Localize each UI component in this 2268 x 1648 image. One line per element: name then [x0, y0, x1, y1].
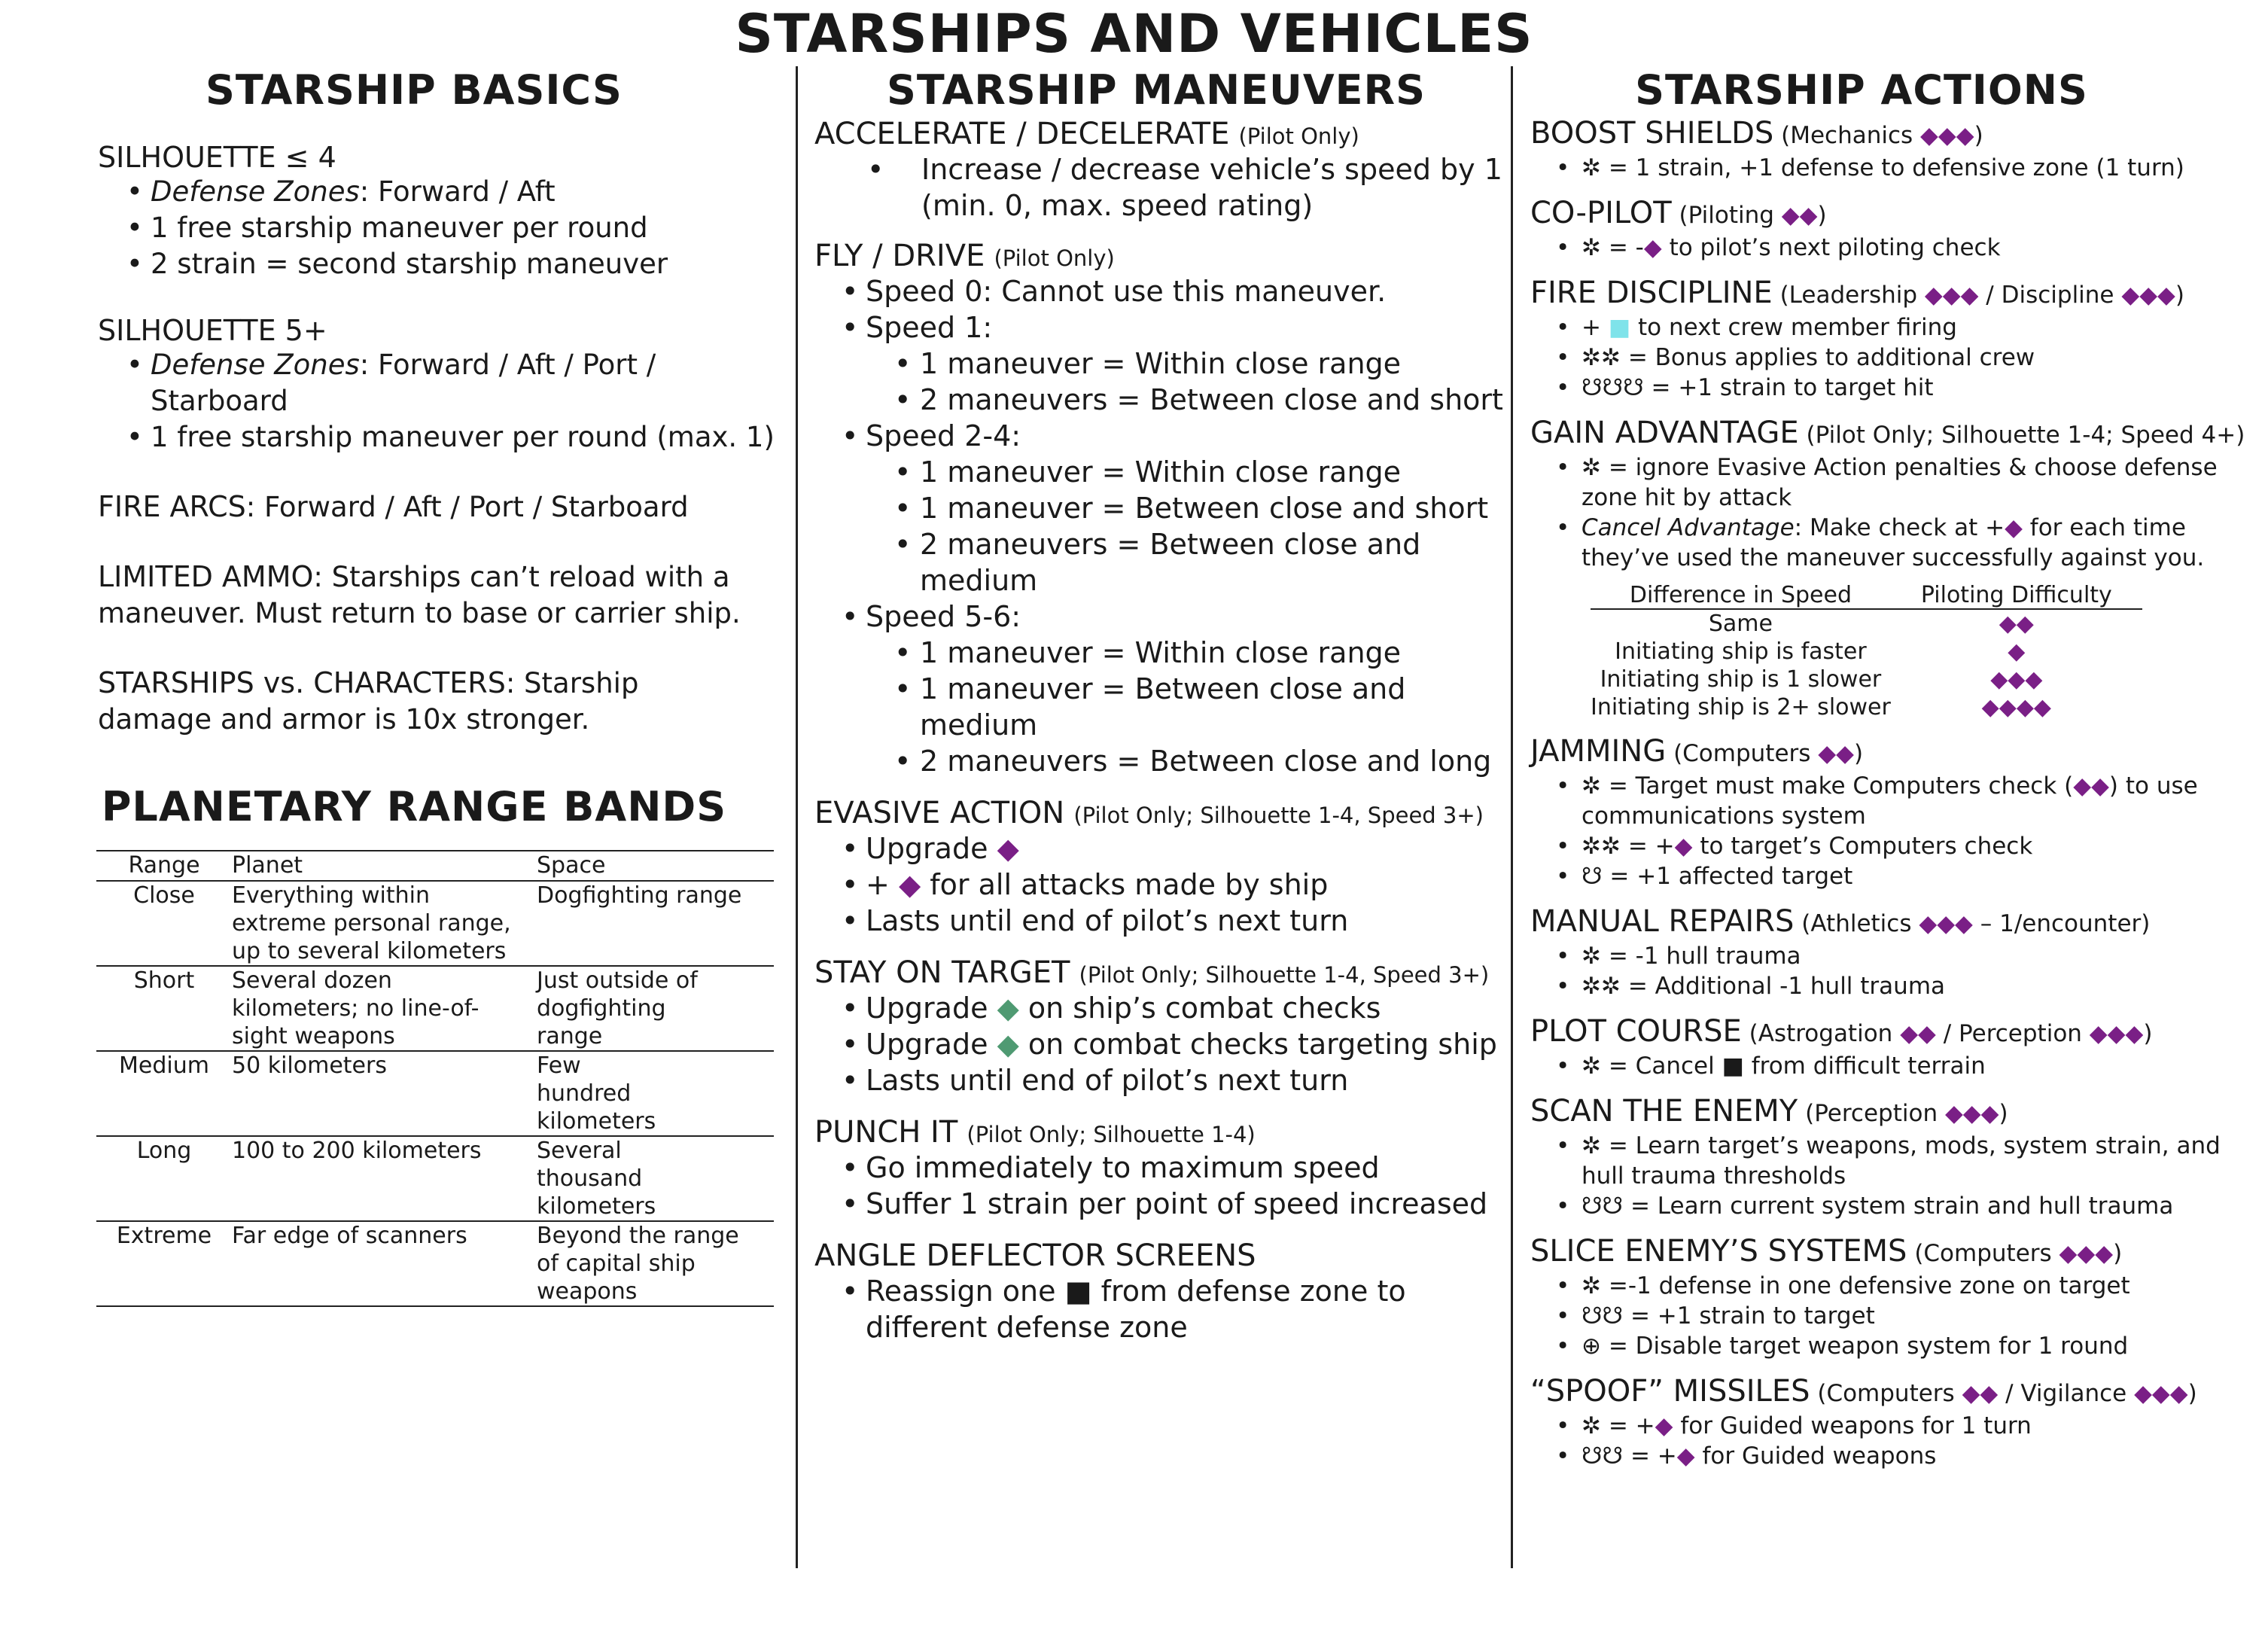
difficulty-dice-icon: ◆◆◆ — [2121, 282, 2175, 309]
advantage-icon: ✲ — [1582, 1052, 1601, 1080]
list-item: • Upgrade ◆ on combat checks targeting ship — [814, 1026, 1507, 1062]
slice-enemy-systems-heading: SLICE ENEMY’S SYSTEMS (Computers ◆◆◆) — [1530, 1234, 2123, 1269]
difficulty-dice-icon: ◆◆ — [1962, 1380, 1999, 1407]
scan-the-enemy-heading: SCAN THE ENEMY (Perception ◆◆◆) — [1530, 1094, 2008, 1129]
table-header: Piloting Difficulty — [1891, 582, 2142, 609]
list-item: • ☋☋☋ = +1 strain to target hit — [1530, 373, 2253, 403]
list-item: • ✲✲ = Bonus applies to additional crew — [1530, 343, 2253, 373]
range-bands-table — [96, 850, 774, 1307]
co-pilot-section — [1530, 193, 2253, 263]
difficulty-dice-icon: ◆◆◆ — [2134, 1380, 2188, 1407]
list-item: • ✲ = Target must make Computers check (◆◆) to use communications system — [1530, 771, 2253, 831]
advantage-icon: ✲ — [1582, 833, 1601, 860]
list-item: • Upgrade ◆ on ship’s combat checks — [814, 990, 1507, 1026]
plot-course-heading: PLOT COURSE (Astrogation ◆◆ / Perception ◆◆◆) — [1530, 1014, 2153, 1049]
list-item: • ✲ = Learn target’s weapons, mods, system strain, and hull trauma thresholds — [1530, 1131, 2253, 1191]
column-divider-left — [796, 66, 798, 1568]
threat-icon: ☋ — [1582, 374, 1603, 401]
list-item: • ✲ = +◆ for Guided weapons for 1 turn — [1530, 1411, 2253, 1441]
slice-enemy-systems-section — [1530, 1232, 2253, 1361]
threat-icon: ☋ — [1623, 374, 1644, 401]
table-row: Initiating ship is 1 slower ◆◆◆ — [1600, 666, 2043, 693]
column-divider-right — [1511, 66, 1513, 1568]
fire-discipline-heading: FIRE DISCIPLINE (Leadership ◆◆◆ / Discipline ◆◆◆) — [1530, 276, 2185, 310]
table-row: Initiating ship is faster ◆ — [1615, 638, 2026, 665]
evasive-action-section — [814, 796, 1507, 939]
difficulty-die-icon: ◆ — [1676, 1442, 1695, 1470]
boost-shields-heading: BOOST SHIELDS (Mechanics ◆◆◆) — [1530, 116, 1983, 151]
threat-icon: ☋ — [1582, 863, 1603, 890]
list-item: • ✲ = -1 hull trauma — [1530, 941, 2253, 971]
table-row: Short Several dozen kilometers; no line-of-sight weapons Just outside of dogfighting range — [96, 966, 774, 1051]
difficulty-dice-icon: ◆◆◆ — [1944, 1100, 1999, 1127]
difficulty-die-icon: ◆ — [898, 868, 921, 901]
list-item: • 1 maneuver = Within close range — [814, 346, 1507, 382]
silhouette-5-section — [98, 314, 775, 455]
evasive-action-heading: EVASIVE ACTION (Pilot Only; Silhouette 1-4, Speed 3+) — [814, 796, 1484, 830]
spoof-missiles-heading: “SPOOF” MISSILES (Computers ◆◆ / Vigilance ◆◆◆) — [1530, 1374, 2197, 1409]
table-row: Same ◆◆ — [1708, 611, 2034, 637]
list-item: • Speed 2-4: — [814, 418, 1507, 454]
difficulty-die-icon: ◆ — [1655, 1412, 1673, 1439]
co-pilot-heading: CO-PILOT (Piloting ◆◆) — [1530, 196, 1827, 230]
advantage-icon: ✲ — [1582, 344, 1601, 371]
scan-the-enemy-section — [1530, 1092, 2253, 1221]
fire-discipline-section — [1530, 273, 2253, 403]
difficulty-dice-icon: ◆◆◆ — [1919, 910, 1973, 937]
list-item: • ✲ = -◆ to pilot’s next piloting check — [1530, 233, 2253, 263]
advantage-icon: ✲ — [1582, 772, 1601, 800]
threat-icon: ☋ — [1602, 1193, 1624, 1220]
list-item: • Defense Zones: Forward / Aft / Port / Starboard — [98, 347, 775, 419]
threat-icon: ☋ — [1602, 374, 1624, 401]
difficulty-dice-icon: ◆◆ — [2073, 772, 2109, 800]
threat-icon: ☋ — [1582, 1193, 1603, 1220]
advantage-icon: ✲ — [1582, 973, 1601, 1000]
list-item: • ✲ = Cancel ■ from difficult terrain — [1530, 1051, 2253, 1081]
list-item: • Increase / decrease vehicle’s speed by 1 (min. 0, max. speed rating) — [814, 151, 1507, 224]
threat-icon: ☋ — [1602, 1442, 1624, 1470]
spoof-missiles-section — [1530, 1372, 2253, 1471]
gain-advantage-heading: GAIN ADVANTAGE (Pilot Only; Silhouette 1-4; Speed 4+) — [1530, 416, 2245, 450]
list-item: • 1 maneuver = Between close and short — [814, 490, 1507, 526]
punch-it-section — [814, 1115, 1507, 1222]
difficulty-die-icon: ◆ — [2005, 514, 2023, 541]
angle-deflector-heading: ANGLE DEFLECTOR SCREENS — [814, 1238, 1256, 1273]
difficulty-dice-icon: ◆◆◆ — [1920, 122, 1974, 149]
list-item: • Speed 1: — [814, 309, 1507, 346]
setback-die-icon: ■ — [1064, 1275, 1092, 1308]
list-item: • ☋☋ = Learn current system strain and hull trauma — [1530, 1191, 2253, 1221]
advantage-icon: ✲ — [1582, 1412, 1601, 1439]
list-item: • ✲ =-1 defense in one defensive zone on target — [1530, 1271, 2253, 1301]
fly-drive-heading: FLY / DRIVE (Pilot Only) — [814, 239, 1115, 273]
advantage-icon: ✲ — [1600, 344, 1621, 371]
proficiency-die-icon: ◆ — [997, 992, 1019, 1025]
list-item: • Go immediately to maximum speed — [814, 1150, 1507, 1186]
silhouette-4-heading: SILHOUETTE ≤ 4 — [98, 141, 336, 174]
starship-basics-column — [98, 66, 775, 1307]
difficulty-die-icon: ◆ — [1643, 234, 1662, 261]
list-item: • 1 free starship maneuver per round — [98, 210, 775, 246]
starship-maneuvers-heading: STARSHIP MANEUVERS — [886, 66, 1426, 114]
stay-on-target-section — [814, 955, 1507, 1098]
table-row: Extreme Far edge of scanners Beyond the range of capital ship weapons — [96, 1221, 774, 1306]
list-item: • Speed 0: Cannot use this maneuver. — [814, 273, 1507, 309]
advantage-icon: ✲ — [1582, 1272, 1601, 1299]
starships-vs-characters-text: STARSHIPS vs. CHARACTERS: Starship damage and armor is 10x stronger. — [98, 666, 639, 736]
starship-basics-heading: STARSHIP BASICS — [205, 66, 623, 114]
gain-advantage-section — [1530, 413, 2253, 721]
punch-it-heading: PUNCH IT (Pilot Only; Silhouette 1-4) — [814, 1115, 1256, 1150]
list-item: • 2 maneuvers = Between close and long — [814, 743, 1507, 779]
list-item: • Lasts until end of pilot’s next turn — [814, 903, 1507, 939]
fly-drive-section — [814, 239, 1507, 779]
manual-repairs-heading: MANUAL REPAIRS (Athletics ◆◆◆ – 1/encounter) — [1530, 904, 2151, 939]
difficulty-die-icon: ◆ — [997, 832, 1019, 865]
advantage-icon: ✲ — [1600, 833, 1621, 860]
jamming-section — [1530, 732, 2253, 891]
difficulty-dice-icon: ◆◆ — [1818, 740, 1854, 767]
page-title: STARSHIPS AND VEHICLES — [735, 3, 1533, 65]
table-header: Range — [96, 851, 232, 881]
table-row: Medium 50 kilometers Few hundred kilometers — [96, 1051, 774, 1136]
list-item: • ✲ = ignore Evasive Action penalties & choose defense zone hit by attack — [1530, 452, 2253, 513]
list-item: • 1 maneuver = Within close range — [814, 454, 1507, 490]
list-item: • 2 maneuvers = Between close and short — [814, 382, 1507, 418]
difficulty-dice-icon: ◆◆◆ — [2059, 1240, 2114, 1267]
list-item: • ⊕ = Disable target weapon system for 1 round — [1530, 1331, 2253, 1361]
advantage-icon: ✲ — [1582, 943, 1601, 970]
threat-icon: ☋ — [1582, 1302, 1603, 1330]
plot-course-section — [1530, 1012, 2253, 1081]
difficulty-dice-icon: ◆◆ — [1781, 202, 1818, 229]
list-item: • 1 free starship maneuver per round (max. 1) — [98, 419, 775, 455]
advantage-icon: ✲ — [1582, 234, 1601, 261]
list-item: • 2 strain = second starship maneuver — [98, 246, 775, 282]
starship-actions-column — [1530, 66, 2253, 1482]
list-item: • 1 maneuver = Within close range — [814, 635, 1507, 671]
angle-deflector-section — [814, 1238, 1507, 1345]
silhouette-4-section — [98, 141, 775, 282]
list-item: • + ■ to next crew member firing — [1530, 312, 2253, 343]
stay-on-target-heading: STAY ON TARGET (Pilot Only; Silhouette 1-4, Speed 3+) — [814, 955, 1490, 990]
advantage-icon: ✲ — [1600, 973, 1621, 1000]
list-item: • 2 maneuvers = Between close and medium — [814, 526, 1507, 599]
fire-arcs-text: FIRE ARCS: Forward / Aft / Port / Starboard — [98, 490, 689, 523]
list-item: • ☋☋ = +1 strain to target — [1530, 1301, 2253, 1331]
speed-difficulty-table — [1591, 582, 2142, 721]
boost-die-icon: ■ — [1608, 314, 1631, 341]
difficulty-die-icon: ◆ — [1674, 833, 1693, 860]
table-row: Close Everything within extreme personal range, up to several kilometers Dogfighting range — [96, 881, 774, 966]
threat-icon: ☋ — [1582, 1442, 1603, 1470]
list-item: • Cancel Advantage: Make check at +◆ for each time they’ve used the maneuver successfully against you. — [1530, 513, 2253, 573]
threat-icon: ☋ — [1602, 1302, 1624, 1330]
list-item: • ☋ = +1 affected target — [1530, 861, 2253, 891]
list-item: • ✲✲ = +◆ to target’s Computers check — [1530, 831, 2253, 861]
limited-ammo-text: LIMITED AMMO: Starships can’t reload with a maneuver. Must return to base or carrier ship. — [98, 560, 741, 629]
planetary-range-bands-heading: PLANETARY RANGE BANDS — [101, 783, 727, 830]
list-item: • ✲✲ = Additional -1 hull trauma — [1530, 971, 2253, 1001]
table-header: Planet — [232, 851, 537, 881]
advantage-icon: ✲ — [1582, 1132, 1601, 1159]
accelerate-heading: ACCELERATE / DECELERATE (Pilot Only) — [814, 117, 1359, 151]
table-row: Initiating ship is 2+ slower ◆◆◆◆ — [1591, 694, 2051, 720]
difficulty-dice-icon: ◆◆ — [1900, 1020, 1936, 1047]
list-item: • Lasts until end of pilot’s next turn — [814, 1062, 1507, 1098]
boost-shields-section — [1530, 114, 2253, 183]
list-item: • ☋☋ = +◆ for Guided weapons — [1530, 1441, 2253, 1471]
starship-maneuvers-column — [814, 66, 1507, 1345]
list-item: • ✲ = 1 strain, +1 defense to defensive zone (1 turn) — [1530, 153, 2253, 183]
table-header: Difference in Speed — [1591, 582, 1891, 609]
table-row: Long 100 to 200 kilometers Several thousand kilometers — [96, 1136, 774, 1221]
proficiency-die-icon: ◆ — [997, 1028, 1019, 1061]
list-item: • Defense Zones: Forward / Aft — [98, 174, 775, 210]
accelerate-section — [814, 117, 1507, 224]
table-header: Space — [537, 851, 774, 881]
setback-die-icon: ■ — [1722, 1052, 1744, 1080]
list-item: • + ◆ for all attacks made by ship — [814, 867, 1507, 903]
difficulty-dice-icon: ◆◆◆ — [2089, 1020, 2144, 1047]
list-item: • 1 maneuver = Between close and medium — [814, 671, 1507, 743]
jamming-heading: JAMMING (Computers ◆◆) — [1530, 734, 1864, 769]
silhouette-5-heading: SILHOUETTE 5+ — [98, 314, 327, 347]
starship-actions-heading: STARSHIP ACTIONS — [1635, 66, 2088, 114]
list-item: • Upgrade ◆ — [814, 830, 1507, 867]
manual-repairs-section — [1530, 902, 2253, 1001]
difficulty-dice-icon: ◆◆◆ — [1924, 282, 1979, 309]
advantage-icon: ✲ — [1582, 154, 1601, 181]
list-item: • Suffer 1 strain per point of speed increased — [814, 1186, 1507, 1222]
advantage-icon: ✲ — [1582, 454, 1601, 481]
list-item: • Reassign one ■ from defense zone to different defense zone — [814, 1273, 1507, 1345]
despair-icon: ⊕ — [1582, 1333, 1601, 1360]
list-item: • Speed 5-6: — [814, 599, 1507, 635]
